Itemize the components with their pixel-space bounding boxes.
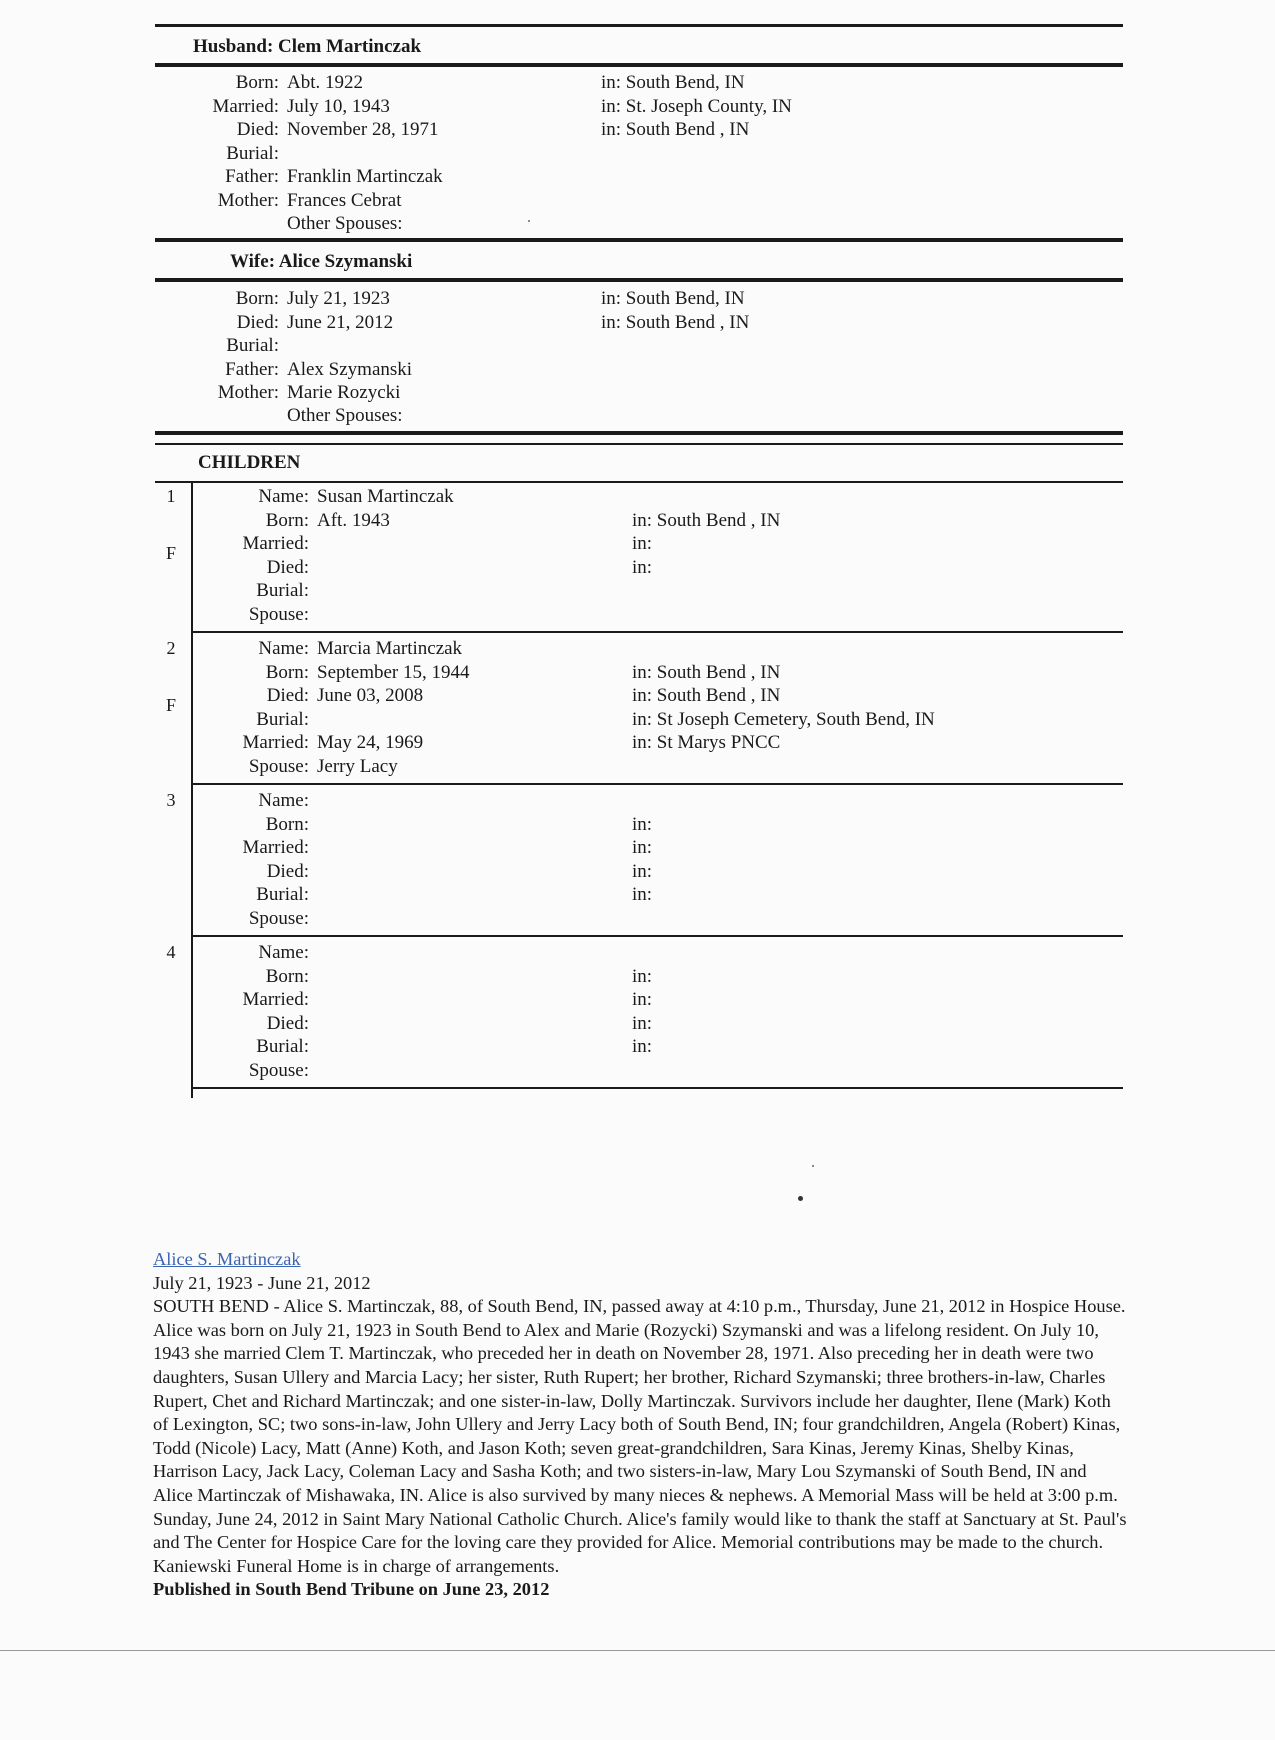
child-field-value: May 24, 1969 [317,732,424,753]
husband-field-label: Burial: [226,142,279,164]
husband-field-label: Born: [235,72,279,93]
children-top-rule-thin [155,443,1123,445]
child-field-place: in: [632,989,653,1010]
wife-top-rule [155,238,1123,242]
wife-field-label: Born: [235,288,279,309]
children-top-rule [155,431,1123,435]
wife-heading [230,251,412,273]
children-heading: CHILDREN [198,452,301,473]
husband-field-label: Mother: [217,189,279,211]
husband-field-value: July 10, 1943 [287,95,390,117]
child-field-place: in: St Joseph Cemetery, South Bend, IN [632,708,935,730]
wife-field-value: June 21, 2012 [287,311,394,333]
child-field-place: in: [632,860,653,882]
wife-field-place: in: South Bend, IN [601,288,745,309]
child-field-value: Marcia Martinczak [317,638,463,659]
child-field-label: Born: [265,813,309,835]
wife-field-label: Father: [225,358,279,380]
child-field-place: in: [632,884,653,905]
scan-speck [812,1165,814,1167]
child-field-label: Died: [266,1012,309,1034]
child-field-label: Married: [242,533,309,554]
obituary-body: SOUTH BEND - Alice S. Martinczak, 88, of South Bend, IN, passed away at 4:10 p.m., Thursday, June 21, 2012 in Hospice House. Alice was born on July 21, 1923 in South Bend to Alex and Marie (Rozycki) Szymanski and was a lifelong resident. On July 10, 1943 she married Clem T. Martinczak, who preceded her in death on November 28, 1971. Also preceding her in death were two daughters, Susan Ullery and Marcia Lacy; her sister, Ruth Rupert; her brother, Richard Szymanski; three brothers-in-law, Charles Rupert, Chet and Richard Martinczak; and one sister-in-law, Dolly Martinczak. Survivors include her daughter, Ilene (Mark) Koth of Lexington, SC; two sons-in-law, John Ullery and Jerry Lacy both of South Bend, IN; four grandchildren, Angela (Robert) Kinas, Todd (Nicole) Lacy, Matt (Anne) Koth, and Jason Koth; seven great-grandchildren, Sara Kinas, Jeremy Kinas, Shelby Kinas, Harrison Lacy, Jack Lacy, Coleman Lacy and Sasha Koth; and two sisters-in-law, Mary Lou Szymanski of South Bend, IN and Alice Martinczak of Mishawaka, IN. Alice is also survived by many nieces & nephews. A Memorial Mass will be held at 3:00 p.m. Sunday, June 24, 2012 in Saint Mary National Catholic Church. Alice's family would like to thank the staff at Sanctuary at St. Paul's and The Center for Hospice Care for the loving care they provided for Alice. Memorial contributions may be made to the church. Kaniewski Funeral Home is in charge of arrangements. [153,1296,1127,1576]
husband-field-value: Franklin Martinczak [287,166,443,187]
child-divider-rule [191,631,1123,633]
child-field-label: Died: [266,685,309,706]
child-field-place: in: [632,813,653,835]
child-divider-rule [191,1087,1123,1089]
wife-field-label: Mother: [217,382,279,403]
child-number: 1 [166,486,176,506]
child-field-label: Born: [265,509,309,531]
child-field-place: in: [632,1012,653,1034]
bottom-scan-edge [0,1650,1275,1651]
child-field-place: in: [632,837,653,858]
wife-field-value: Alex Szymanski [287,358,413,380]
child-field-value: June 03, 2008 [317,685,424,706]
husband-heading [193,36,421,58]
wife-field-label: Died: [236,311,279,333]
child-field-place: in: [632,965,653,987]
child-field-label: Name: [258,790,309,811]
wife-field-place: in: South Bend , IN [601,311,750,333]
child-field-label: Name: [258,638,309,659]
child-field-label: Name: [258,486,309,507]
husband-label: Husband: [193,36,274,57]
husband-field-value: November 28, 1971 [287,119,439,140]
child-field-label: Born: [265,661,309,683]
husband-field-place: in: South Bend, IN [601,72,745,93]
husband-field-label: Married: [212,95,279,117]
child-field-place: in: [632,556,653,578]
children-header-rule [155,481,1123,483]
child-field-label: Burial: [256,580,309,601]
husband-rule [155,63,1123,67]
child-field-place: in: [632,1036,653,1057]
child-field-label: Died: [266,556,309,578]
wife-label: Wife: [230,251,276,272]
husband-field-place: in: South Bend , IN [601,119,750,140]
child-field-place: in: [632,533,653,554]
child-number: 2 [166,638,176,658]
child-field-value: Aft. 1943 [317,509,390,531]
child-divider-rule [191,783,1123,785]
child-field-value: Jerry Lacy [317,755,398,777]
child-field-label: Burial: [256,708,309,730]
wife-name: Alice Szymanski [278,251,413,272]
child-field-label: Died: [266,860,309,882]
child-field-label: Married: [242,732,309,753]
wife-field-value: Marie Rozycki [287,382,401,403]
husband-field-value: Frances Cebrat [287,189,402,211]
child-field-label: Spouse: [248,603,309,625]
child-field-label: Spouse: [248,755,309,777]
husband-field-place: in: St. Joseph County, IN [601,95,792,117]
child-field-value: September 15, 1944 [317,661,470,683]
husband-other-spouses: Other Spouses: [287,213,403,234]
husband-field-value: Abt. 1922 [287,72,363,93]
obituary-published: Published in South Bend Tribune on June 23, 2012 [153,1579,550,1600]
wife-other-spouses: Other Spouses: [287,405,403,426]
wife-rule [155,278,1123,282]
obituary-title-link[interactable]: Alice S. Martinczak [153,1249,301,1269]
child-divider-rule [191,935,1123,937]
wife-field-value: July 21, 1923 [287,288,390,309]
child-number: 4 [166,942,176,962]
child-sex: F [165,543,176,563]
child-field-place: in: South Bend , IN [632,661,781,683]
husband-name: Clem Martinczak [278,36,422,57]
child-field-label: Spouse: [248,907,309,929]
child-field-label: Spouse: [248,1059,309,1081]
obituary [153,1248,1128,1602]
child-field-place: in: South Bend , IN [632,685,781,706]
child-field-label: Name: [258,942,309,963]
child-field-place: in: South Bend , IN [632,509,781,531]
child-field-label: Married: [242,837,309,858]
top-rule [155,24,1123,27]
child-field-label: Married: [242,989,309,1010]
obituary-dates: July 21, 1923 - June 21, 2012 [153,1272,371,1293]
child-field-value: Susan Martinczak [317,486,454,507]
child-number: 3 [166,790,176,810]
husband-field-label: Died: [236,119,279,140]
scan-speck [528,220,530,222]
husband-field-label: Father: [225,166,279,187]
child-field-label: Burial: [256,884,309,905]
child-field-label: Born: [265,965,309,987]
child-field-label: Burial: [256,1036,309,1057]
child-field-place: in: St Marys PNCC [632,732,781,753]
child-sex: F [165,695,176,715]
scan-speck [798,1196,803,1201]
wife-field-label: Burial: [226,335,279,356]
